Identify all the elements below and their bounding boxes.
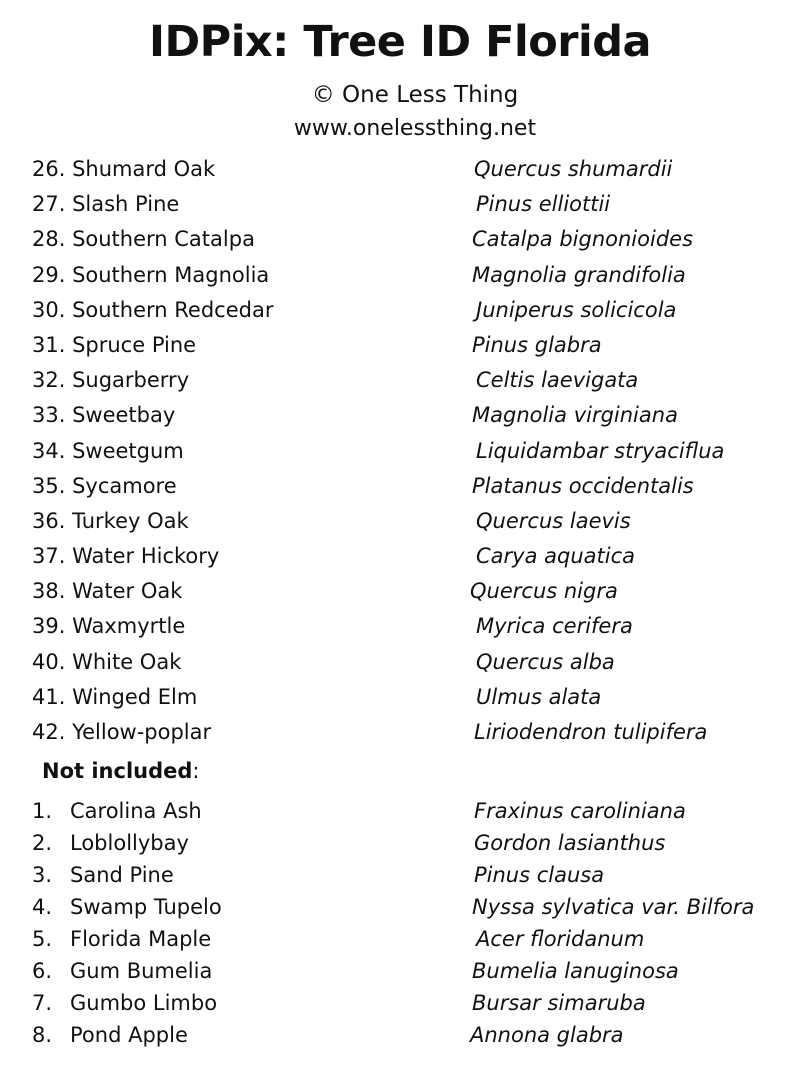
list-item — [0, 827, 800, 859]
list-item — [0, 258, 800, 293]
list-item — [0, 680, 800, 715]
common-name: 28. Southern Catalpa — [32, 227, 255, 252]
list-item — [0, 434, 800, 469]
item-number: 1. — [32, 799, 53, 823]
common-name: 34. Sweetgum — [32, 438, 184, 463]
item-number: 6. — [32, 959, 53, 983]
common-name: 32. Sugarberry — [32, 368, 190, 393]
latin-name: Bursar simaruba — [472, 991, 646, 1015]
common-name: 30. Southern Redcedar — [32, 297, 274, 322]
common-name: 38. Water Oak — [32, 579, 183, 604]
common-name: Sand Pine — [70, 863, 174, 887]
list-item — [0, 891, 800, 923]
common-name: 26. Shumard Oak — [32, 157, 216, 181]
common-name: 41. Winged Elm — [32, 684, 198, 709]
common-name: 29. Southern Magnolia — [32, 262, 270, 287]
common-name: Florida Maple — [70, 927, 212, 951]
latin-name: Ulmus alata — [476, 684, 602, 709]
not-included-tree-list — [0, 795, 800, 1051]
common-name: 36. Turkey Oak — [32, 508, 189, 533]
common-name: Gumbo Limbo — [70, 991, 218, 1015]
list-item — [0, 987, 800, 1019]
not-included-colon: : — [192, 759, 200, 783]
list-item — [0, 715, 800, 750]
common-name: 27. Slash Pine — [32, 192, 180, 217]
list-item — [0, 469, 800, 504]
latin-name: Liquidambar stryaciflua — [476, 438, 725, 463]
item-number: 5. — [32, 927, 53, 951]
page-title: IDPix: Tree ID Florida — [148, 17, 652, 67]
common-name: Pond Apple — [70, 1023, 188, 1047]
copyright-line: © One Less Thing — [311, 82, 519, 108]
common-name: Carolina Ash — [70, 799, 202, 823]
website-url: www.onelessthing.net — [293, 116, 537, 141]
common-name: 33. Sweetbay — [32, 403, 176, 428]
list-item — [0, 187, 800, 222]
common-name: Gum Bumelia — [70, 959, 213, 983]
list-item — [0, 363, 800, 398]
included-tree-list — [0, 152, 800, 750]
latin-name: Quercus shumardii — [474, 157, 673, 181]
list-item — [0, 645, 800, 680]
latin-name: Fraxinus caroliniana — [474, 799, 686, 823]
common-name: 39. Waxmyrtle — [32, 614, 186, 639]
latin-name: Carya aquatica — [476, 544, 635, 569]
latin-name: Magnolia grandifolia — [472, 262, 686, 287]
list-item — [0, 1019, 800, 1051]
list-item — [0, 504, 800, 539]
latin-name: Myrica cerifera — [476, 614, 633, 639]
common-name: 35. Sycamore — [32, 473, 177, 498]
list-item — [0, 539, 800, 574]
list-item — [0, 955, 800, 987]
common-name: 37. Water Hickory — [32, 544, 220, 569]
list-item — [0, 609, 800, 644]
latin-name: Platanus occidentalis — [472, 473, 694, 498]
latin-name: Magnolia virginiana — [472, 403, 678, 428]
common-name: 31. Spruce Pine — [32, 332, 197, 357]
item-number: 3. — [32, 863, 53, 887]
latin-name: Catalpa bignonioides — [472, 227, 694, 252]
latin-name: Acer floridanum — [476, 927, 645, 951]
list-item — [0, 398, 800, 433]
list-item — [0, 574, 800, 609]
latin-name: Pinus glabra — [472, 332, 602, 357]
latin-name: Quercus alba — [476, 649, 615, 674]
latin-name: Celtis laevigata — [476, 368, 639, 393]
item-number: 2. — [32, 831, 53, 855]
common-name: 42. Yellow-poplar — [32, 720, 212, 744]
latin-name: Liriodendron tulipifera — [474, 720, 708, 744]
list-item — [0, 222, 800, 257]
latin-name: Quercus nigra — [470, 579, 618, 604]
common-name: Swamp Tupelo — [70, 895, 222, 919]
list-item — [0, 923, 800, 955]
latin-name: Pinus clausa — [474, 863, 605, 887]
latin-name: Annona glabra — [470, 1023, 624, 1047]
list-item — [0, 152, 800, 187]
latin-name: Gordon lasianthus — [474, 831, 666, 855]
latin-name: Juniperus solicicola — [476, 297, 677, 322]
item-number: 8. — [32, 1023, 53, 1047]
latin-name: Nyssa sylvatica var. Bilfora — [472, 895, 755, 919]
common-name: 40. White Oak — [32, 649, 182, 674]
common-name: Loblollybay — [70, 831, 189, 855]
list-item — [0, 293, 800, 328]
item-number: 4. — [32, 895, 53, 919]
list-item — [0, 795, 800, 827]
list-item — [0, 859, 800, 891]
not-included-label: Not included — [42, 759, 193, 783]
latin-name: Bumelia lanuginosa — [472, 959, 679, 983]
list-item — [0, 328, 800, 363]
latin-name: Pinus elliottii — [476, 192, 611, 217]
item-number: 7. — [32, 991, 53, 1015]
latin-name: Quercus laevis — [476, 508, 631, 533]
not-included-heading — [42, 754, 199, 789]
